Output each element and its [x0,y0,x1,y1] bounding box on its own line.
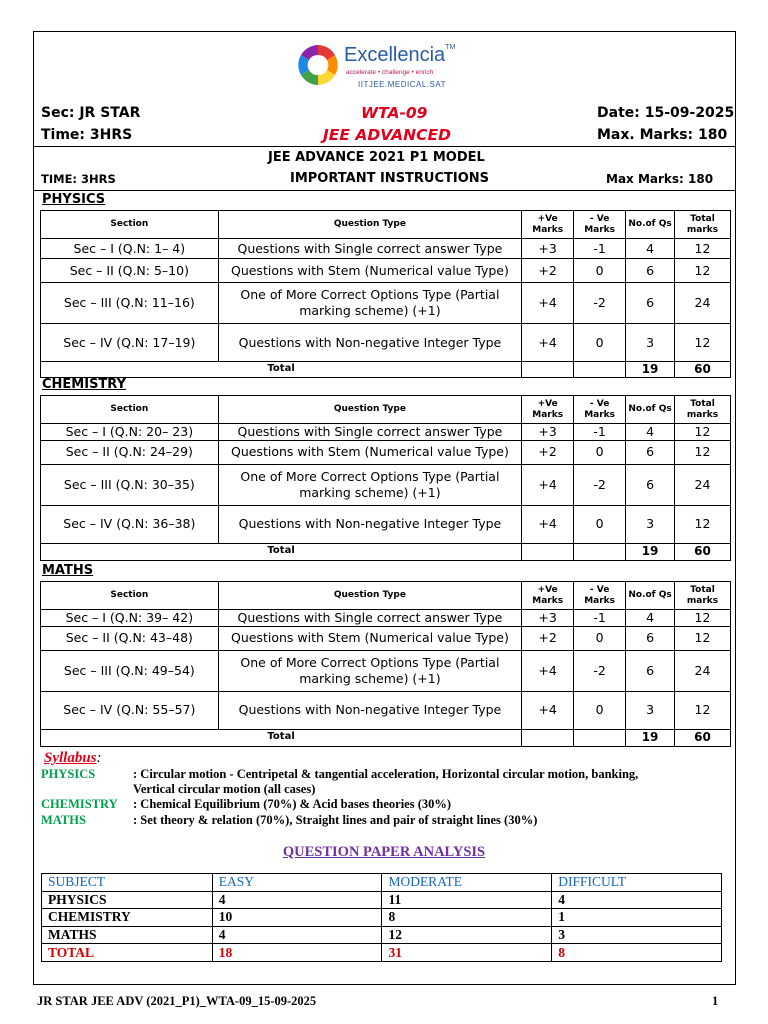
cell: +2 [522,440,574,464]
table-header-row [41,396,731,424]
cell: Sec – I (Q.N: 20– 23) [41,424,219,441]
cell: +3 [522,610,574,627]
cell: Sec – II (Q.N: 5–10) [41,259,219,283]
col-positive-marks: +Ve Marks [522,582,574,610]
col-negative-marks: - Ve Marks [574,396,626,424]
cell: +3 [522,424,574,441]
total-qs: 19 [626,729,675,746]
brand-subtitle: IITJEE.MEDICAL.SAT [358,80,446,89]
col-easy: EASY [212,874,382,892]
analysis-header-row [42,874,722,892]
table-row [41,424,731,441]
total-label: Total [41,362,522,378]
cell: 12 [675,324,731,362]
cell: -1 [574,239,626,259]
header-sec: Sec: JR STAR [41,105,141,121]
table-row [42,909,722,927]
col-positive-marks: +Ve Marks [522,396,574,424]
syllabus-physics-text: : Circular motion - Centripetal & tangential acceleration, Horizontal circular motion, banking, [133,767,639,781]
col-question-type: Question Type [218,211,522,239]
col-total-marks: Total marks [675,211,731,239]
header-exam: JEE ADVANCED [323,126,451,144]
cell: 3 [626,324,675,362]
cell: 12 [675,440,731,464]
cell: 0 [574,691,626,729]
cell: MATHS [42,926,213,944]
cell: Questions with Non-negative Integer Type [218,691,522,729]
cell: 11 [382,891,552,909]
cell: Sec – IV (Q.N: 36–38) [41,505,219,543]
table-row [41,440,731,464]
total-row [41,362,731,378]
excellencia-logo [296,40,476,98]
physics-marks-table [40,210,731,378]
model-title: JEE ADVANCE 2021 P1 MODEL [268,150,485,165]
cell: Questions with Single correct answer Type [218,610,522,627]
syllabus-physics-text2: Vertical circular motion (all cases) [133,782,316,796]
cell: -2 [574,283,626,324]
analysis-title: QUESTION PAPER ANALYSIS [282,844,486,860]
total-row [41,729,731,746]
table-row [41,283,731,324]
table-row [42,891,722,909]
cell: 12 [675,610,731,627]
brand-text: Excellencia [344,44,446,66]
cell: 8 [552,944,722,962]
cell: +2 [522,626,574,650]
cell: +3 [522,239,574,259]
cell: 4 [212,891,382,909]
cell: One of More Correct Options Type (Partial marking scheme) (+1) [218,283,522,324]
header-wta: WTA-09 [361,104,428,122]
cell: 0 [574,324,626,362]
cell: 0 [574,259,626,283]
cell: 4 [626,610,675,627]
brand-name [344,44,455,67]
cell: Sec – III (Q.N: 11–16) [41,283,219,324]
col-section: Section [41,582,219,610]
cell: 6 [626,283,675,324]
cell: 24 [675,650,731,691]
col-question-type: Question Type [218,582,522,610]
cell: 0 [574,440,626,464]
analysis-total-row [42,944,722,962]
table-row [41,239,731,259]
brand-tagline: accelerate • challenge • enrich [346,69,434,76]
cell: Sec – III (Q.N: 30–35) [41,464,219,505]
cell: 31 [382,944,552,962]
syllabus-heading: Syllabus: [44,750,102,766]
col-total-marks: Total marks [675,396,731,424]
header-date: Date: 15-09-2025 [597,105,735,121]
total-marks: 60 [675,543,731,560]
cell: 4 [626,424,675,441]
cell: 6 [626,259,675,283]
cell: 3 [552,926,722,944]
cell: +4 [522,464,574,505]
total-row [41,543,731,560]
trademark: TM [445,44,456,51]
cell: Sec – II (Q.N: 43–48) [41,626,219,650]
header-max-marks: Max. Marks: 180 [597,127,728,143]
cell: 12 [675,259,731,283]
cell: +4 [522,283,574,324]
header-divider [34,146,736,147]
total-marks: 60 [675,729,731,746]
swirl-logo-icon [296,40,342,90]
cell: Sec – I (Q.N: 1– 4) [41,239,219,259]
col-subject: SUBJECT [42,874,213,892]
syllabus-chemistry-text: : Chemical Equilibrium (70%) & Acid bases theories (30%) [133,797,452,811]
total-qs: 19 [626,543,675,560]
total-marks: 60 [675,362,731,378]
cell: 24 [675,283,731,324]
cell: 24 [675,464,731,505]
cell: 6 [626,464,675,505]
cell: PHYSICS [42,891,213,909]
cell: -2 [574,464,626,505]
table-row [41,259,731,283]
cell: +4 [522,324,574,362]
cell: 0 [574,626,626,650]
cell: 12 [675,626,731,650]
header-time: Time: 3HRS [41,127,133,143]
page-number: 1 [712,994,719,1008]
cell: One of More Correct Options Type (Partial marking scheme) (+1) [218,650,522,691]
cell: 12 [675,239,731,259]
syllabus-physics-label: PHYSICS [41,767,96,781]
cell: +4 [522,505,574,543]
footer-text: JR STAR JEE ADV (2021_P1)_WTA-09_15-09-2025 [37,994,317,1008]
cell: 0 [574,505,626,543]
total-qs: 19 [626,362,675,378]
col-no-of-qs: No.of Qs [626,582,675,610]
cell: 12 [675,505,731,543]
cell: 6 [626,650,675,691]
table-row [41,464,731,505]
table-header-row [41,211,731,239]
cell: TOTAL [42,944,213,962]
chemistry-marks-table [40,395,731,561]
cell: +4 [522,650,574,691]
analysis-table [41,873,722,962]
cell: 1 [552,909,722,927]
syllabus-title: Syllabus [44,750,97,766]
cell: +4 [522,691,574,729]
col-difficult: DIFFICULT [552,874,722,892]
total-label: Total [41,729,522,746]
syllabus-chemistry-label: CHEMISTRY [41,797,118,811]
cell: 6 [626,626,675,650]
table-row [41,691,731,729]
table-row [41,610,731,627]
table-row [41,505,731,543]
col-moderate: MODERATE [382,874,552,892]
cell: 8 [382,909,552,927]
cell: -1 [574,424,626,441]
instr-time: TIME: 3HRS [41,172,116,186]
cell: Questions with Non-negative Integer Type [218,324,522,362]
cell: Questions with Stem (Numerical value Type) [218,440,522,464]
cell: Questions with Single correct answer Type [218,239,522,259]
cell: Questions with Stem (Numerical value Type) [218,626,522,650]
col-section: Section [41,211,219,239]
cell: 12 [382,926,552,944]
col-no-of-qs: No.of Qs [626,396,675,424]
cell: 4 [552,891,722,909]
col-no-of-qs: No.of Qs [626,211,675,239]
instructions-divider [34,190,736,191]
cell: 6 [626,440,675,464]
cell: Questions with Non-negative Integer Type [218,505,522,543]
chemistry-title: CHEMISTRY [42,377,127,392]
cell: 12 [675,691,731,729]
cell: 10 [212,909,382,927]
cell: Questions with Single correct answer Type [218,424,522,441]
cell: 3 [626,505,675,543]
col-question-type: Question Type [218,396,522,424]
cell: Sec – IV (Q.N: 17–19) [41,324,219,362]
cell: 4 [626,239,675,259]
cell: Sec – IV (Q.N: 55–57) [41,691,219,729]
col-positive-marks: +Ve Marks [522,211,574,239]
cell: Sec – I (Q.N: 39– 42) [41,610,219,627]
cell: Sec – III (Q.N: 49–54) [41,650,219,691]
cell: 18 [212,944,382,962]
table-row [41,650,731,691]
syllabus-maths-text: : Set theory & relation (70%), Straight lines and pair of straight lines (30%) [133,813,538,827]
cell: One of More Correct Options Type (Partial marking scheme) (+1) [218,464,522,505]
table-row [41,324,731,362]
cell: +2 [522,259,574,283]
table-header-row [41,582,731,610]
cell: CHEMISTRY [42,909,213,927]
col-section: Section [41,396,219,424]
cell: 12 [675,424,731,441]
cell: 4 [212,926,382,944]
cell: 3 [626,691,675,729]
cell: Sec – II (Q.N: 24–29) [41,440,219,464]
table-row [42,926,722,944]
maths-title: MATHS [42,563,94,578]
instructions-title: IMPORTANT INSTRUCTIONS [290,171,490,186]
col-negative-marks: - Ve Marks [574,582,626,610]
col-total-marks: Total marks [675,582,731,610]
cell: -1 [574,610,626,627]
instr-max-marks: Max Marks: 180 [606,172,714,186]
physics-title: PHYSICS [42,192,106,207]
total-label: Total [41,543,522,560]
syllabus-maths-label: MATHS [41,813,86,827]
cell: Questions with Stem (Numerical value Type) [218,259,522,283]
maths-marks-table [40,581,731,747]
cell: -2 [574,650,626,691]
table-row [41,626,731,650]
col-negative-marks: - Ve Marks [574,211,626,239]
